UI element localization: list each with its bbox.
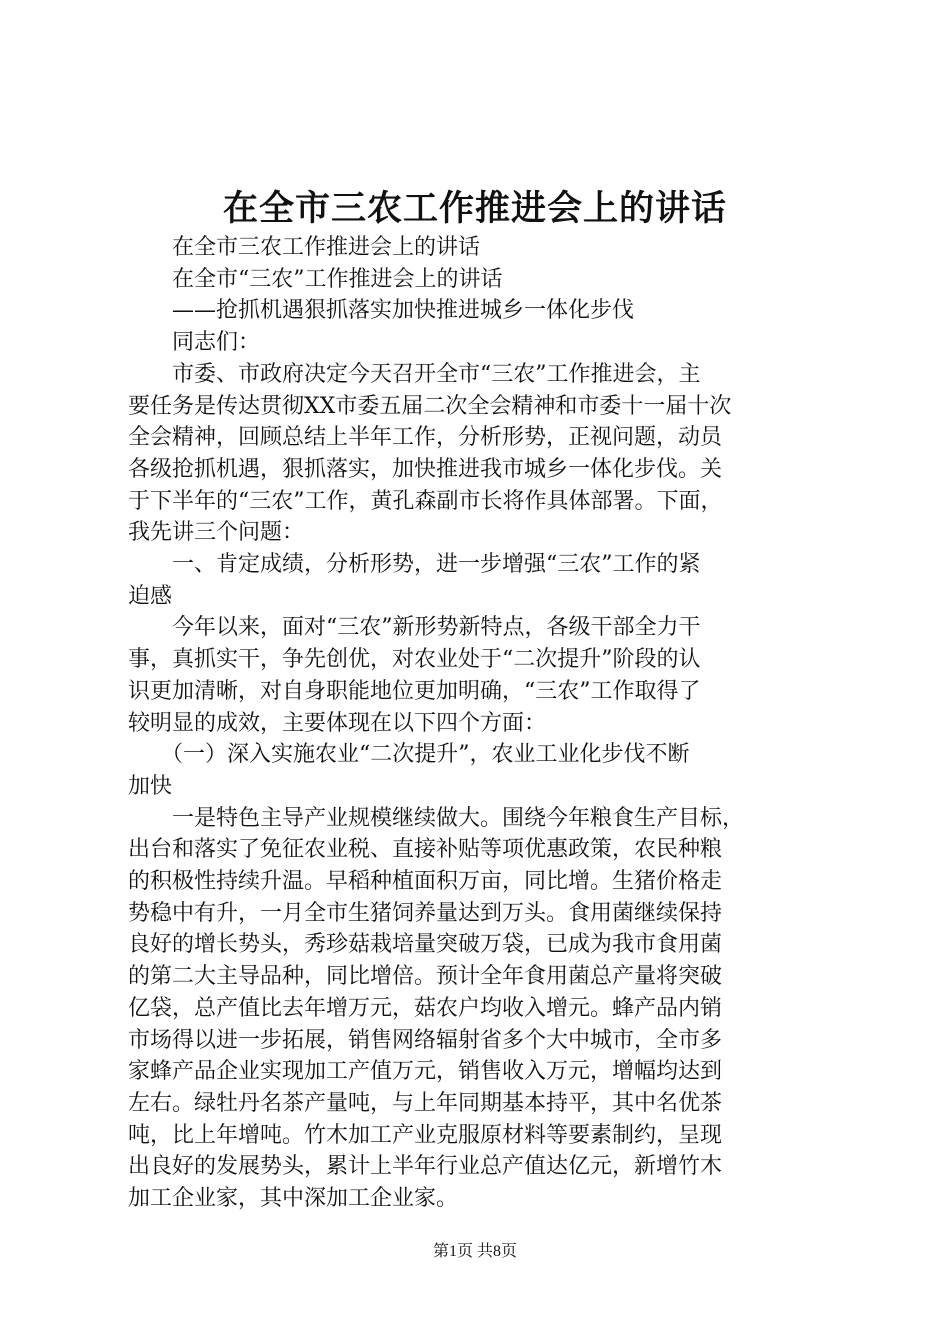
body-line: 事，真抓实干，争先创优，对农业处于“二次提升”阶段的认 xyxy=(128,647,701,673)
body-line: 市委、市政府决定今天召开全市“三农”工作推进会，主 xyxy=(128,361,701,387)
body-line: （一）深入实施农业“二次提升”，农业工业化步伐不断 xyxy=(128,742,690,768)
body-line: 一、肯定成绩，分析形势，进一步增强“三农”工作的紧 xyxy=(128,552,701,578)
body-line: 家蜂产品企业实现加工产值万元，销售收入万元，增幅均达到 xyxy=(128,1059,723,1085)
document-body xyxy=(128,232,840,1215)
body-line: 出良好的发展势头，累计上半年行业总产值达亿元，新增竹木 xyxy=(128,1154,723,1180)
body-line: 今年以来，面对“三农”新形势新特点，各级干部全力干 xyxy=(128,615,701,641)
body-line: 势稳中有升，一月全市生猪饲养量达到万头。食用菌继续保持 xyxy=(128,900,723,926)
body-line: 吨，比上年增吨。竹木加工产业克服原材料等要素制约，呈现 xyxy=(128,1122,723,1148)
body-line: 要任务是传达贯彻XX市委五届二次全会精神和市委十一届十次 xyxy=(128,393,732,419)
body-line: 一是特色主导产业规模继续做大。围绕今年粮食生产目标， xyxy=(128,805,745,831)
body-line: 迫感 xyxy=(128,583,173,609)
body-line: 我先讲三个问题： xyxy=(128,520,305,546)
body-line: 的积极性持续升温。早稻种植面积万亩，同比增。生猪价格走 xyxy=(128,869,723,895)
body-line: 出台和落实了免征农业税、直接补贴等项优惠政策，农民种粮 xyxy=(128,837,723,863)
document-title: 在全市三农工作推进会上的讲话 xyxy=(222,188,727,229)
body-line: 亿袋，总产值比去年增万元，菇农户均收入增元。蜂产品内销 xyxy=(128,995,723,1021)
body-line: 于下半年的“三农”工作，黄孔森副市长将作具体部署。下面， xyxy=(128,488,723,514)
body-line: 同志们： xyxy=(128,330,261,356)
body-line: 各级抢抓机遇，狠抓落实，加快推进我市城乡一体化步伐。关 xyxy=(128,456,723,482)
body-line: 市场得以进一步拓展，销售网络辐射省多个大中城市，全市多 xyxy=(128,1027,723,1053)
body-line: 识更加清晰，对自身职能地位更加明确，“三农”工作取得了 xyxy=(128,678,701,704)
body-line: 左右。绿牡丹名茶产量吨，与上年同期基本持平，其中名优茶 xyxy=(128,1090,723,1116)
body-line: 较明显的成效，主要体现在以下四个方面： xyxy=(128,710,547,736)
body-line: 在全市“三农”工作推进会上的讲话 xyxy=(128,266,503,292)
page-number-footer: 第1页 共8页 xyxy=(432,1243,517,1260)
body-line: ——抢抓机遇狠抓落实加快推进城乡一体化步伐 xyxy=(128,298,635,324)
body-line: 在全市三农工作推进会上的讲话 xyxy=(128,235,481,260)
body-line: 的第二大主导品种，同比增倍。预计全年食用菌总产量将突破 xyxy=(128,964,723,990)
body-line: 加工企业家，其中深加工企业家。 xyxy=(128,1186,459,1212)
body-line: 加快 xyxy=(128,773,173,799)
body-line: 良好的增长势头，秀珍菇栽培量突破万袋，已成为我市食用菌 xyxy=(128,932,723,958)
body-line: 全会精神，回顾总结上半年工作，分析形势，正视问题，动员 xyxy=(128,425,723,451)
